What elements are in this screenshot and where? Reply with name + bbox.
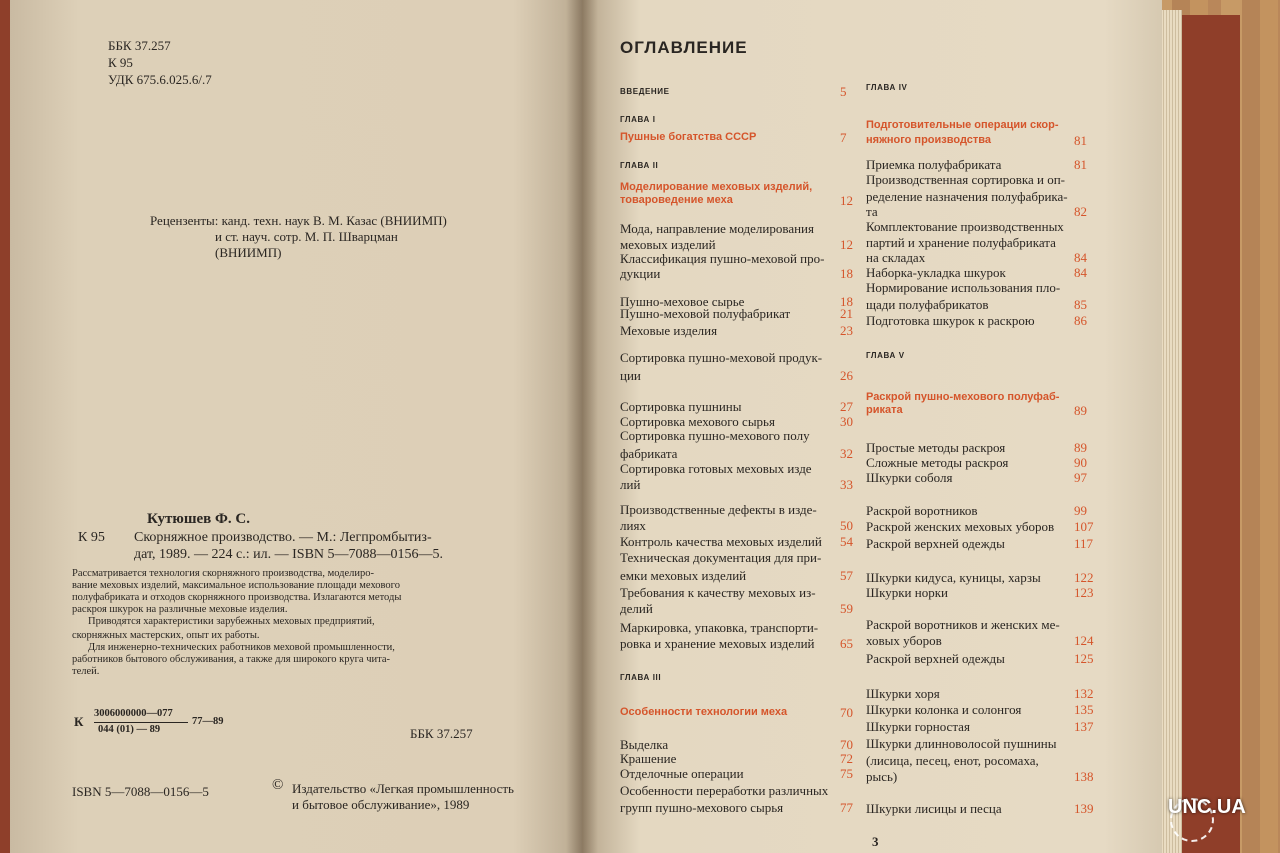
toc-entry: Классификация пушно-меховой про- xyxy=(620,251,825,266)
code-denominator: 044 (01) — 89 xyxy=(98,724,161,735)
toc-entry: Сортировка готовых меховых изде xyxy=(620,461,812,476)
toc-page-number: 85 xyxy=(1074,297,1087,312)
toc-entry: та xyxy=(866,204,878,219)
toc-page-number: 27 xyxy=(840,399,853,414)
toc-chapter-title: риката xyxy=(866,404,903,416)
toc-heading: ОГЛАВЛЕНИЕ xyxy=(620,38,748,57)
toc-page-number: 77 xyxy=(840,800,853,815)
toc-entry: ровка и хранение меховых изделий xyxy=(620,636,815,651)
toc-chapter-label: ГЛАВА III xyxy=(620,673,662,682)
toc-entry: Шкурки норки xyxy=(866,585,948,600)
reviewers-line-3: (ВНИИМП) xyxy=(215,245,282,260)
toc-page-number: 122 xyxy=(1074,570,1094,585)
toc-entry: фабриката xyxy=(620,446,678,461)
biblio-line-1: Скорняжное производство. — М.: Легпромбытиз- xyxy=(134,530,432,545)
book-gutter xyxy=(566,0,598,853)
toc-entry: ределение назначения полуфабрика- xyxy=(866,189,1068,204)
toc-page-number: 23 xyxy=(840,323,853,338)
toc-entry: Производственные дефекты в изде- xyxy=(620,502,817,517)
toc-page-number: 82 xyxy=(1074,204,1087,219)
toc-entry: Шкурки длинноволосой пушнины xyxy=(866,736,1057,751)
toc-entry: Шкурки кидуса, куницы, харзы xyxy=(866,570,1041,585)
toc-chapter-label: ГЛАВА I xyxy=(620,115,656,124)
toc-page-number: 84 xyxy=(1074,250,1087,265)
toc-entry: Отделочные операции xyxy=(620,766,744,781)
bbk-bottom: ББК 37.257 xyxy=(410,726,473,741)
toc-entry: щади полуфабрикатов xyxy=(866,297,989,312)
toc-page-number: 33 xyxy=(840,477,853,492)
toc-entry: Сортировка пушно-мехового полу xyxy=(620,428,810,443)
toc-page-number: 18 xyxy=(840,266,853,281)
toc-entry: Шкурки колонка и солонгоя xyxy=(866,702,1022,717)
biblio-line-2: дат, 1989. — 224 с.: ил. — ISBN 5—7088—0156—5. xyxy=(134,547,444,562)
toc-page-number: 89 xyxy=(1074,403,1087,418)
toc-page-number: 89 xyxy=(1074,440,1087,455)
page-number: 3 xyxy=(872,834,879,849)
toc-entry: Раскрой воротников xyxy=(866,503,978,518)
toc-entry: Простые методы раскроя xyxy=(866,440,1006,455)
left-page xyxy=(10,0,582,853)
toc-page-number: 32 xyxy=(840,446,853,461)
toc-entry: Комплектование производственных xyxy=(866,219,1064,234)
toc-entry: Подготовка шкурок к раскрою xyxy=(866,313,1035,328)
abstract-line: полуфабриката и отходов скорняжного производства. Излагаются методы xyxy=(72,592,402,603)
toc-entry: Контроль качества меховых изделий xyxy=(620,534,822,549)
toc-page-number: 125 xyxy=(1074,651,1094,666)
toc-page-number: 137 xyxy=(1074,719,1094,734)
toc-page-number: 138 xyxy=(1074,769,1094,784)
toc-page-number: 30 xyxy=(840,414,853,429)
toc-entry: групп пушно-мехового сырья xyxy=(620,800,784,815)
abstract-line: работников бытового обслуживания, а также для широкого круга чита- xyxy=(72,654,390,665)
toc-entry: Крашение xyxy=(620,751,677,766)
toc-entry: Шкурки соболя xyxy=(866,470,953,485)
toc-entry: дукции xyxy=(620,266,661,281)
toc-page-number: 72 xyxy=(840,751,853,766)
toc-entry: Выделка xyxy=(620,737,669,752)
code-numerator: 3006000000—077 xyxy=(94,708,173,719)
toc-page-number: 5 xyxy=(840,84,847,99)
toc-page-number: 124 xyxy=(1074,633,1094,648)
toc-entry: Приемка полуфабриката xyxy=(866,157,1002,172)
abstract-line: вание меховых изделий, максимальное использование площади мехового xyxy=(72,580,400,591)
toc-page-number: 54 xyxy=(840,534,853,549)
toc-chapter-title: Особенности технологии меха xyxy=(620,706,788,718)
toc-entry: Особенности переработки различных xyxy=(620,783,829,798)
toc-page-number: 117 xyxy=(1074,536,1094,551)
toc-page-number: 70 xyxy=(840,705,853,720)
abstract-line: скорняжных мастерских, опыт их работы. xyxy=(72,630,260,641)
toc-entry: партий и хранение полуфабриката xyxy=(866,235,1056,250)
toc-entry: ховых уборов xyxy=(866,633,942,648)
toc-page-number: 57 xyxy=(840,568,853,583)
toc-page-number: 70 xyxy=(840,737,853,752)
toc-page-number: 132 xyxy=(1074,686,1094,701)
abstract-line: Рассматривается технология скорняжного производства, моделиро- xyxy=(72,568,375,579)
toc-page-number: 26 xyxy=(840,368,853,383)
toc-page-number: 123 xyxy=(1074,585,1094,600)
toc-entry: Маркировка, упаковка, транспорти- xyxy=(620,620,819,635)
toc-entry: делий xyxy=(620,601,653,616)
toc-entry: Производственная сортировка и оп- xyxy=(866,172,1065,187)
toc-page-number: 75 xyxy=(840,766,853,781)
toc-entry: Требования к качеству меховых из- xyxy=(620,585,816,600)
toc-page-number: 135 xyxy=(1074,702,1094,717)
toc-chapter-label: ГЛАВА II xyxy=(620,161,659,170)
toc-page-number: 12 xyxy=(840,193,853,208)
toc-entry: Раскрой верхней одежды xyxy=(866,651,1005,666)
toc-page-number: 81 xyxy=(1074,133,1087,148)
toc-page-number: 84 xyxy=(1074,265,1087,280)
publisher-line-1: Издательство «Легкая промышленность xyxy=(292,781,514,796)
toc-page-number: 86 xyxy=(1074,313,1087,328)
toc-chapter-label: ВВЕДЕНИЕ xyxy=(620,87,670,96)
toc-entry: Пушно-меховое сырье xyxy=(620,294,745,309)
right-page xyxy=(582,0,1162,853)
code-suffix: 77—89 xyxy=(192,716,224,727)
abstract-line: раскроя шкурок на различные меховые изделия. xyxy=(72,604,288,615)
toc-entry: Мода, направление моделирования xyxy=(620,221,814,236)
udk-code: УДК 675.6.025.6/.7 xyxy=(108,72,212,87)
toc-entry: Сортировка мехового сырья xyxy=(620,414,775,429)
toc-entry: лиях xyxy=(620,518,646,533)
toc-entry: Техническая документация для при- xyxy=(620,550,822,565)
toc-entry: емки меховых изделий xyxy=(620,568,747,583)
publisher-line-2: и бытовое обслуживание», 1989 xyxy=(292,797,470,812)
toc-entry: на складах xyxy=(866,250,926,265)
toc-chapter-label: ГЛАВА V xyxy=(866,351,905,360)
toc-page-number: 59 xyxy=(840,601,853,616)
toc-entry: Шкурки горностая xyxy=(866,719,970,734)
toc-entry: Пушно-меховой полуфабрикат xyxy=(620,306,791,321)
toc-entry: меховых изделий xyxy=(620,237,716,252)
toc-entry: Раскрой воротников и женских ме- xyxy=(866,617,1060,632)
k-letter: К xyxy=(74,714,84,729)
toc-page-number: 81 xyxy=(1074,157,1087,172)
toc-entry: Наборка-укладка шкурок xyxy=(866,265,1006,280)
toc-chapter-title: няжного производства xyxy=(866,134,992,146)
toc-entry: Шкурки лисицы и песца xyxy=(866,801,1002,816)
isbn: ISBN 5—7088—0156—5 xyxy=(72,784,209,799)
toc-entry: Раскрой женских меховых уборов xyxy=(866,519,1055,534)
reviewers-line-1: Рецензенты: канд. техн. наук В. М. Казас (ВНИИМП) xyxy=(150,213,447,228)
toc-page-number: 107 xyxy=(1074,519,1094,534)
toc-entry: рысь) xyxy=(866,769,898,784)
toc-entry: Меховые изделия xyxy=(620,323,718,338)
toc-page-number: 12 xyxy=(840,237,853,252)
watermark: UNC.UA xyxy=(1168,796,1246,818)
toc-entry: (лисица, песец, енот, росомаха, xyxy=(866,753,1039,768)
toc-page-number: 65 xyxy=(840,636,853,651)
toc-page-number: 139 xyxy=(1074,801,1094,816)
author-name: Кутюшев Ф. С. xyxy=(147,511,250,527)
reviewers-line-2: и ст. науч. сотр. М. П. Шварцман xyxy=(215,229,398,244)
toc-page-number: 18 xyxy=(840,294,853,309)
toc-entry: лий xyxy=(620,477,641,492)
toc-chapter-title: Моделирование меховых изделий, xyxy=(620,181,813,193)
toc-chapter-title: товароведение меха xyxy=(620,194,733,206)
toc-page-number: 99 xyxy=(1074,503,1087,518)
toc-entry: Раскрой верхней одежды xyxy=(866,536,1005,551)
toc-page-number: 90 xyxy=(1074,455,1087,470)
toc-chapter-title: Подготовительные операции скор- xyxy=(866,119,1059,131)
abstract-line: Приводятся характеристики зарубежных меховых предприятий, xyxy=(88,616,375,627)
copyright-symbol: © xyxy=(272,777,284,793)
k95-code: К 95 xyxy=(78,530,105,545)
abstract-line: телей. xyxy=(72,666,100,677)
toc-entry: Сортировка пушно-меховой продук- xyxy=(620,350,823,365)
toc-page-number: 7 xyxy=(840,130,847,145)
toc-chapter-title: Раскрой пушно-мехового полуфаб- xyxy=(866,391,1060,403)
toc-page-number: 21 xyxy=(840,306,853,321)
toc-page-number: 97 xyxy=(1074,470,1087,485)
toc-entry: Шкурки хоря xyxy=(866,686,940,701)
bbk-code: ББК 37.257 xyxy=(108,38,171,53)
toc-chapter-label: ГЛАВА IV xyxy=(866,83,908,92)
toc-entry: Нормирование использования пло- xyxy=(866,280,1061,295)
toc-chapter-title: Пушные богатства СССР xyxy=(620,131,757,143)
k-code: К 95 xyxy=(108,55,133,70)
toc-entry: ции xyxy=(620,368,641,383)
toc-entry: Сортировка пушнины xyxy=(620,399,742,414)
toc-entry: Сложные методы раскроя xyxy=(866,455,1009,470)
fraction-line xyxy=(94,722,188,723)
abstract-line: Для инженерно-технических работников меховой промышленности, xyxy=(88,642,395,653)
toc-page-number: 50 xyxy=(840,518,853,533)
